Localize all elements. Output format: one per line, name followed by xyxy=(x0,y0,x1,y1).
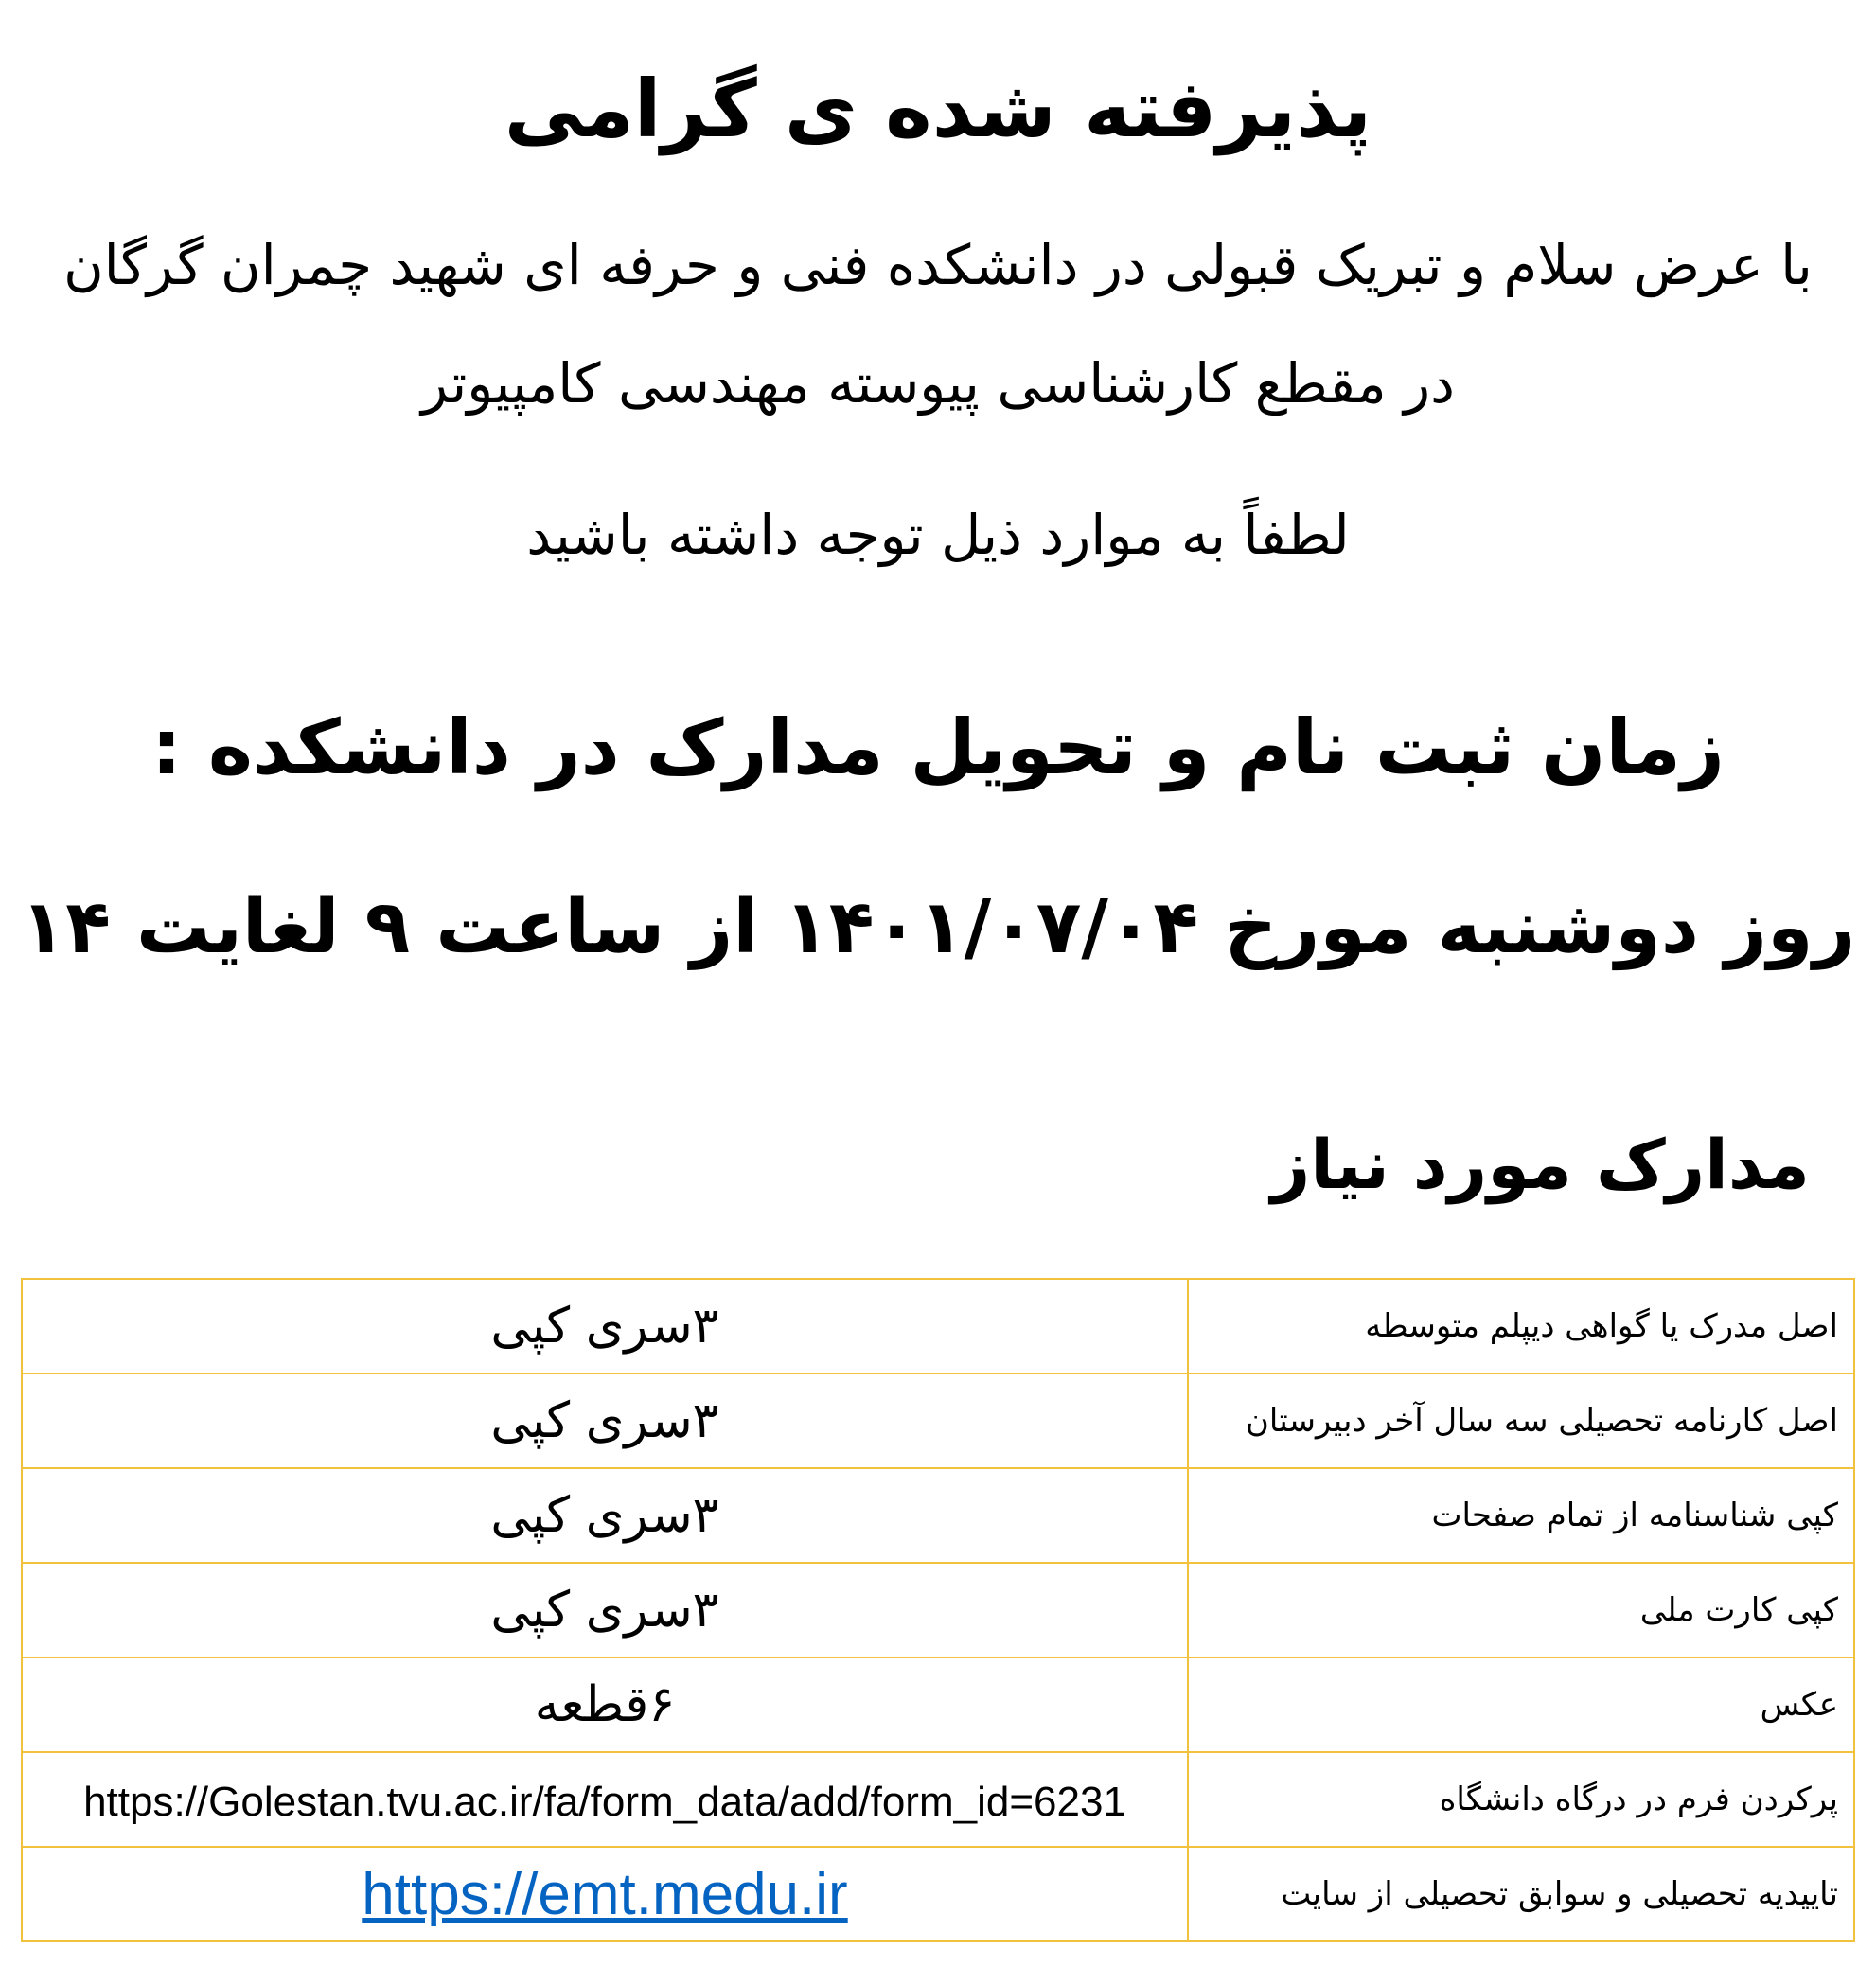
document-item-cell: اصل مدرک یا گواهی دیپلم متوسطه xyxy=(1188,1279,1854,1373)
intro-program-line: در مقطع کارشناسی پیوسته مهندسی کامپیوتر xyxy=(421,351,1455,416)
table-row xyxy=(22,1563,1854,1657)
page-title: پذیرفته شده ی گرامی xyxy=(504,62,1372,155)
table-row xyxy=(22,1373,1854,1468)
document-quantity-cell: ۳سری کپی xyxy=(22,1563,1188,1657)
document-item-cell: عکس xyxy=(1188,1657,1854,1752)
emt-medu-link[interactable]: https://emt.medu.ir xyxy=(362,1861,848,1927)
table-row xyxy=(22,1847,1854,1941)
document-item-cell: کپی کارت ملی xyxy=(1188,1563,1854,1657)
required-documents-table xyxy=(21,1278,1855,1942)
table-row xyxy=(22,1752,1854,1847)
emt-link-cell xyxy=(22,1847,1188,1941)
form-url-cell xyxy=(22,1752,1188,1847)
registration-date-line: روز دوشنبه مورخ ۱۴۰۱/۰۷/۰۴ از ساعت ۹ لغایت ۱۴ xyxy=(20,885,1856,970)
document-item-cell: اصل کارنامه تحصیلی سه سال آخر دبیرستان xyxy=(1188,1373,1854,1468)
document-item-cell: تاییدیه تحصیلی و سوابق تحصیلی از سایت xyxy=(1188,1847,1854,1941)
table-row xyxy=(22,1657,1854,1752)
golestan-form-url: https://Golestan.tvu.ac.ir/fa/form_data/add/form_id=6231 xyxy=(83,1779,1126,1825)
document-quantity-cell: ۳سری کپی xyxy=(22,1468,1188,1563)
intro-attention-line: لطفاً به موارد ذیل توجه داشته باشید xyxy=(526,503,1350,567)
table-row xyxy=(22,1279,1854,1373)
document-item-cell: پرکردن فرم در درگاه دانشگاه xyxy=(1188,1752,1854,1847)
document-quantity-cell: ۳سری کپی xyxy=(22,1279,1188,1373)
document-quantity-cell: ۶قطعه xyxy=(22,1657,1188,1752)
document-quantity-cell: ۳سری کپی xyxy=(22,1373,1188,1468)
table-row xyxy=(22,1468,1854,1563)
document-item-cell: کپی شناسنامه از تمام صفحات xyxy=(1188,1468,1854,1563)
intro-congratulation-line: با عرض سلام و تبریک قبولی در دانشکده فنی و حرفه ای شهید چمران گرگان xyxy=(63,233,1813,297)
required-documents-heading: مدارک مورد نیاز xyxy=(1270,1125,1810,1204)
registration-heading: زمان ثبت نام و تحویل مدارک در دانشکده : xyxy=(151,703,1725,791)
